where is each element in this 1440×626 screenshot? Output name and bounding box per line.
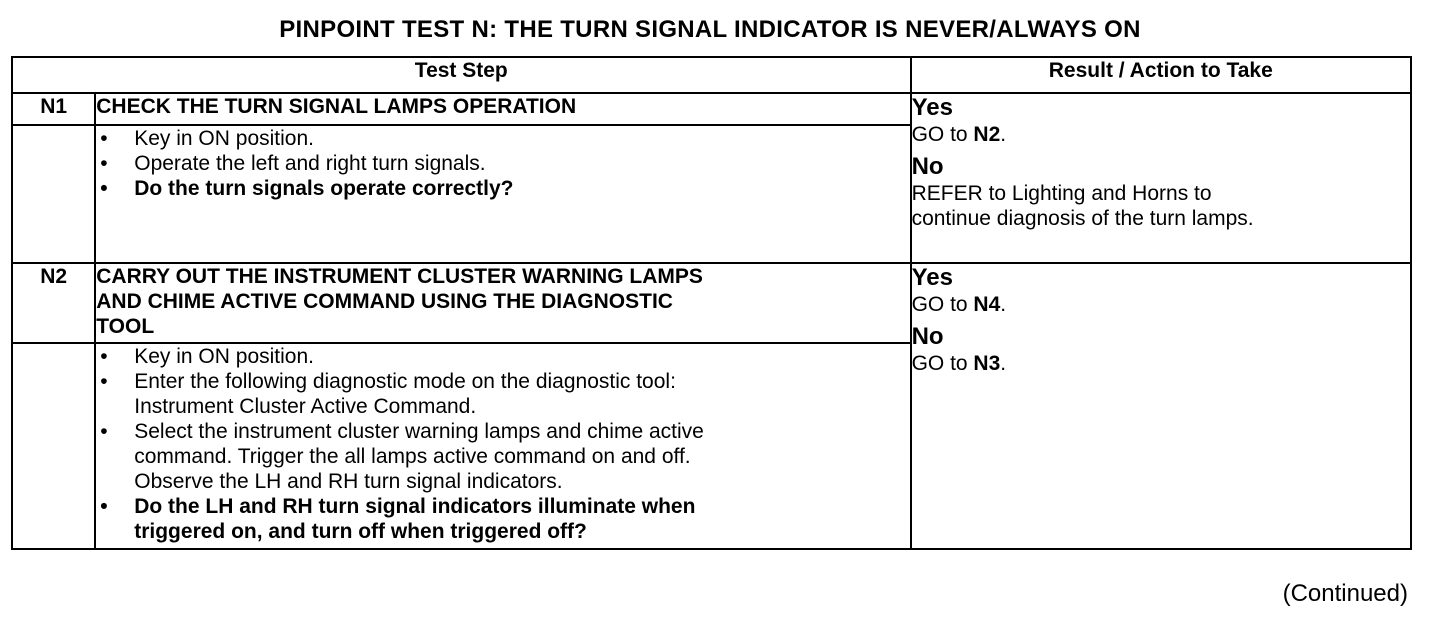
result-no-n2 <box>912 323 1410 376</box>
list-item: • Key in ON position. <box>96 344 909 369</box>
no-label: No <box>911 323 944 350</box>
result-no-n1 <box>912 153 1410 231</box>
step-title-row-n2 <box>12 263 1411 343</box>
header-test-step: Test Step <box>12 57 911 93</box>
list-item-question: • Do the turn signals operate correctly? <box>96 176 909 201</box>
step-list-n2 <box>96 344 909 544</box>
yes-action: GO to N4. <box>911 293 1007 316</box>
result-cell-n2 <box>911 263 1411 549</box>
table-header-row <box>12 57 1411 93</box>
step-title-n2: CARRY OUT THE INSTRUMENT CLUSTER WARNING LAMPS AND CHIME ACTIVE COMMAND USING THE DIAGNOSTIC TOOL <box>95 263 910 343</box>
list-item: • Operate the left and right turn signals. <box>96 151 909 176</box>
step-id-n2: N2 <box>12 263 95 343</box>
yes-label: Yes <box>911 264 953 291</box>
no-action: REFER to Lighting and Horns to continue diagnosis of the turn lamps. <box>911 182 1254 230</box>
step-list-n1 <box>96 126 909 201</box>
page-title: PINPOINT TEST N: THE TURN SIGNAL INDICATOR IS NEVER/ALWAYS ON <box>279 16 1141 43</box>
yes-label: Yes <box>911 94 953 121</box>
step-id-n1: N1 <box>12 93 95 125</box>
step-id-empty <box>12 125 95 263</box>
no-action: GO to N3. <box>911 352 1007 375</box>
result-yes-n1 <box>912 94 1410 147</box>
continued-label: (Continued) <box>1282 580 1408 607</box>
step-title-n1: CHECK THE TURN SIGNAL LAMPS OPERATION <box>95 93 910 125</box>
no-label: No <box>911 153 944 180</box>
step-id-empty <box>12 343 95 549</box>
result-cell-n1 <box>911 93 1411 263</box>
yes-action: GO to N2. <box>911 123 1007 146</box>
step-details-n2 <box>95 343 910 549</box>
result-yes-n2 <box>912 264 1410 317</box>
list-item: • Select the instrument cluster warning lamps and chime active command. Trigger the all lamps active command on and off. Observe the LH and RH turn signal indicators. <box>96 419 909 494</box>
list-item: • Enter the following diagnostic mode on the diagnostic tool: Instrument Cluster Active Command. <box>96 369 909 419</box>
step-title-row-n1 <box>12 93 1411 125</box>
pinpoint-test-table <box>11 56 1412 550</box>
list-item: • Key in ON position. <box>96 126 909 151</box>
header-result-action: Result / Action to Take <box>911 57 1411 93</box>
list-item-question: • Do the LH and RH turn signal indicators illuminate when triggered on, and turn off when triggered off? <box>96 494 909 544</box>
step-details-n1 <box>95 125 910 263</box>
